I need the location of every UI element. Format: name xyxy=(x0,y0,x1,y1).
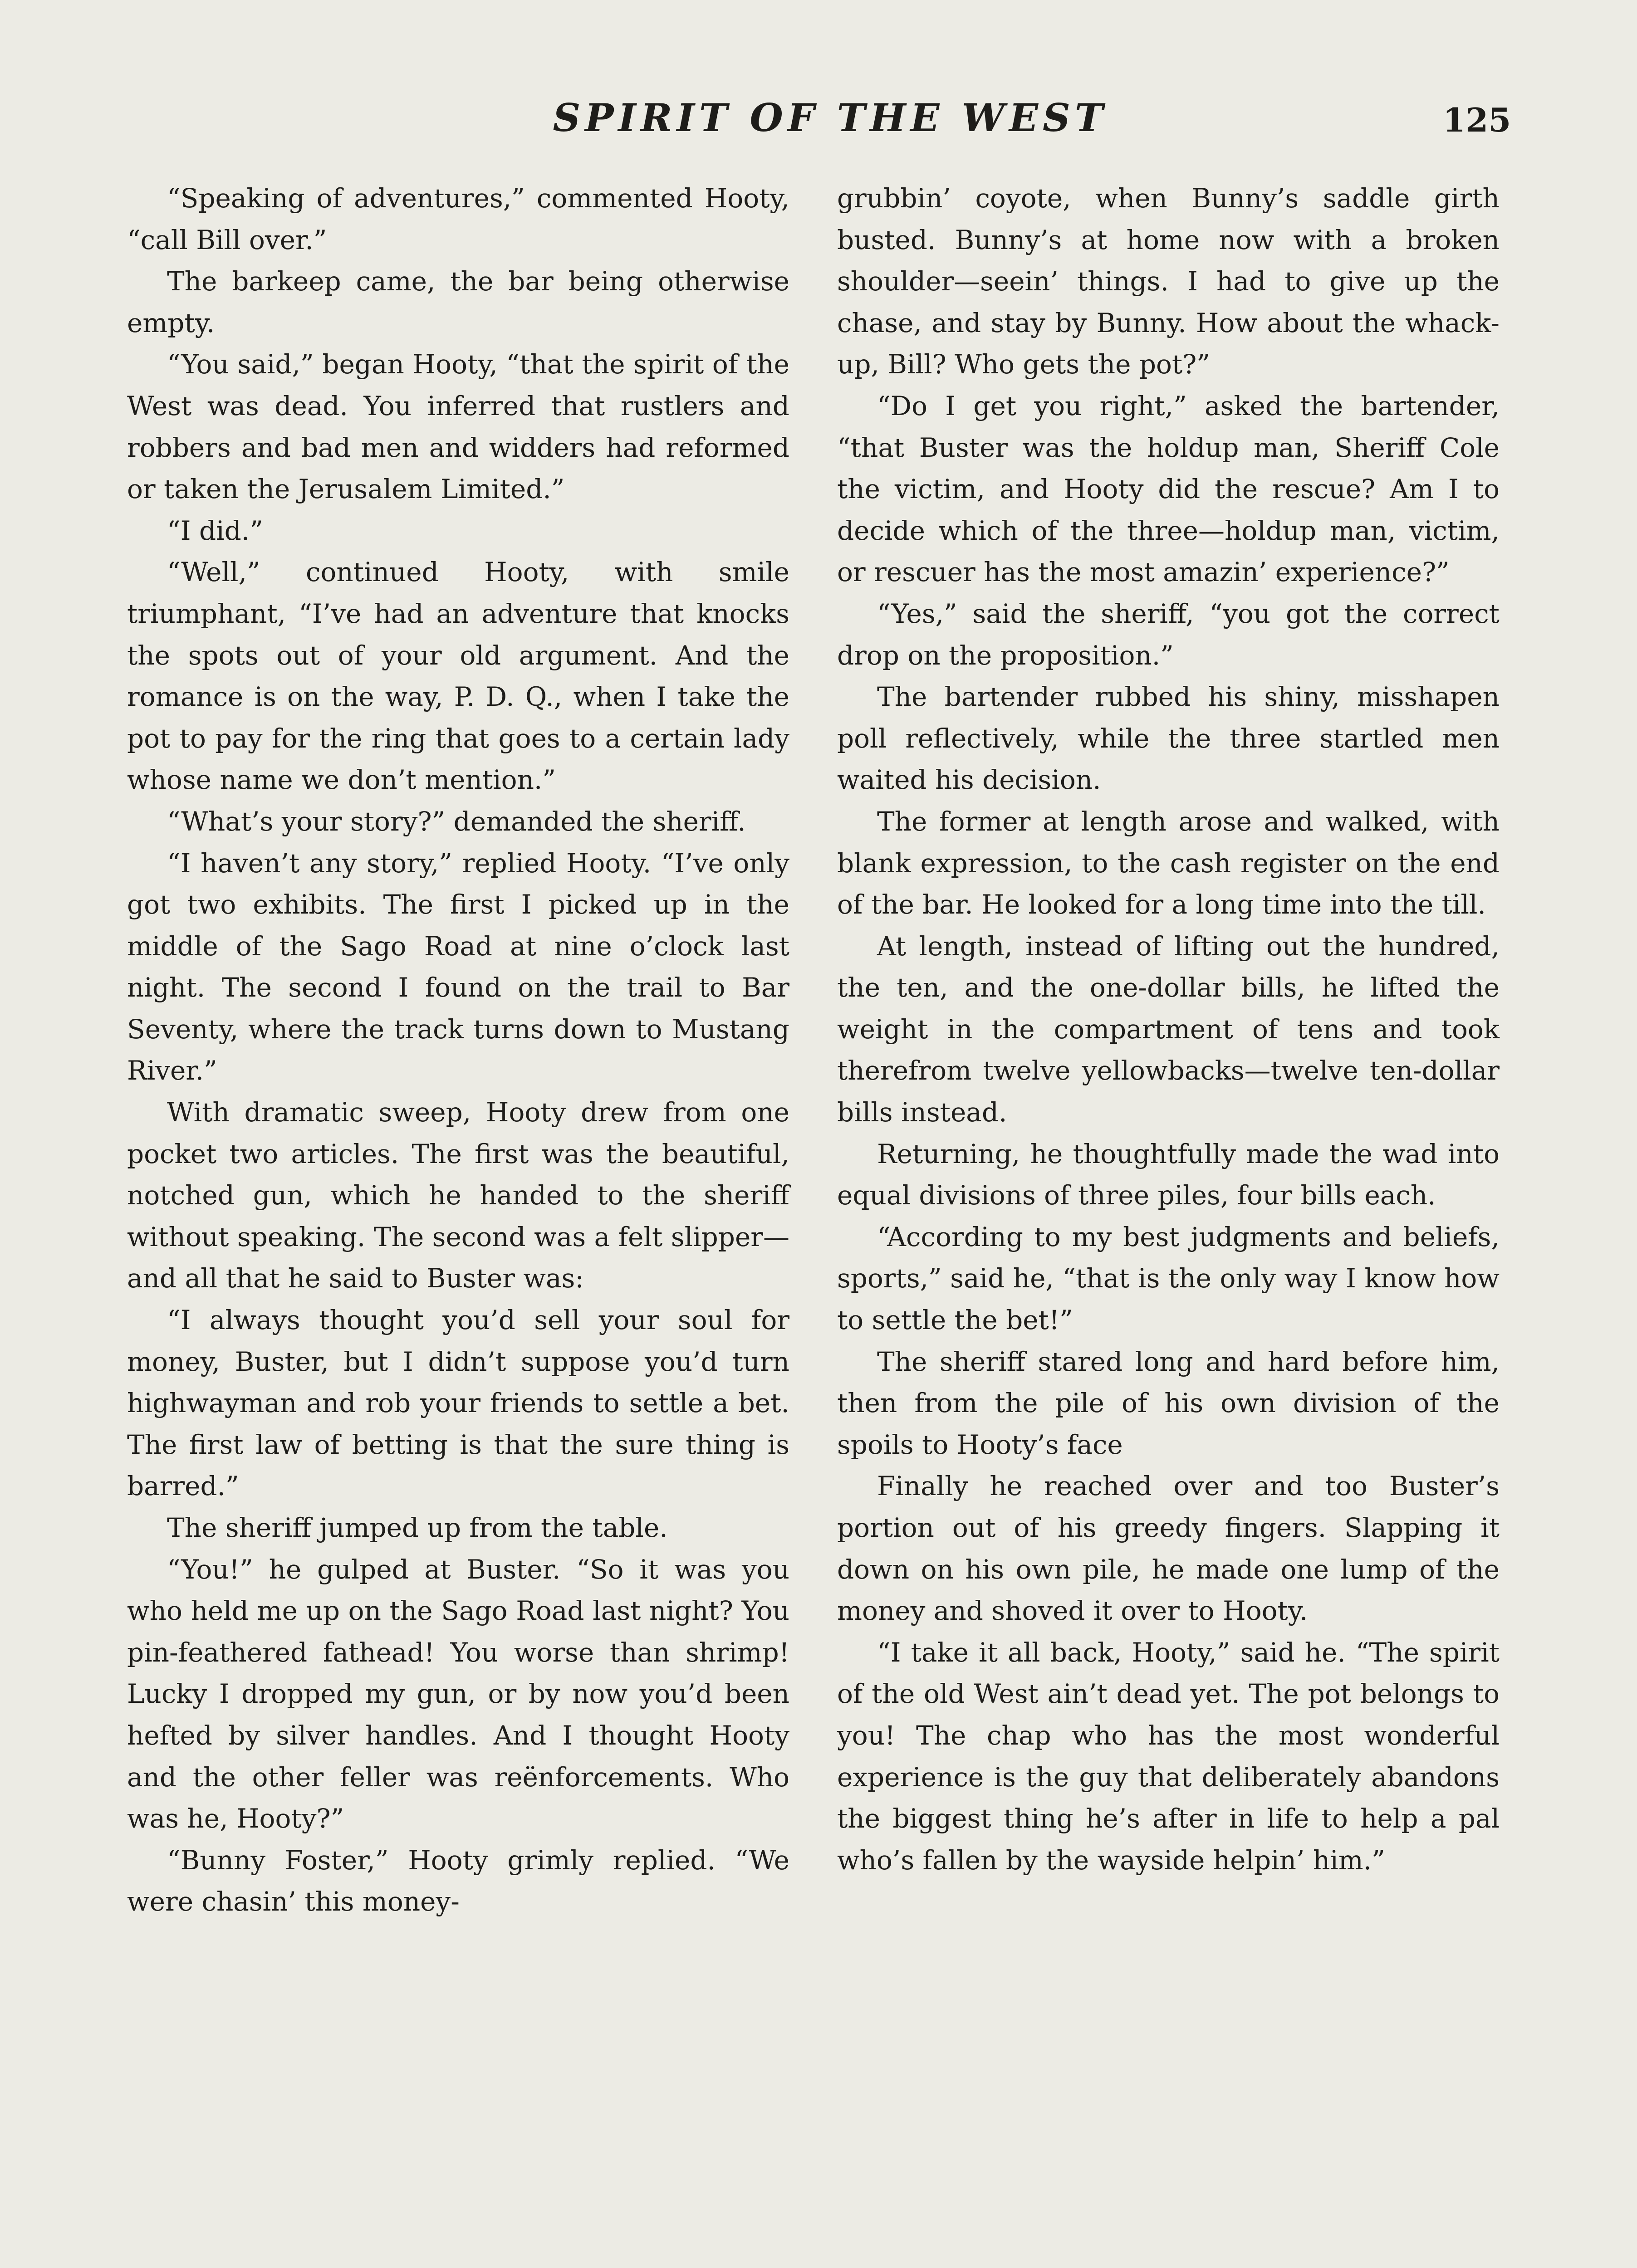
paragraph: The former at length arose and walked, with blank expression, to the cash register on the end of the bar. He looked for a long time into the till. xyxy=(837,806,1500,920)
paragraph: “Yes,” said the sheriff, “you got the correct drop on the proposition.” xyxy=(837,598,1500,671)
paragraph: “Speaking of adventures,” commented Hooty, “call Bill over.” xyxy=(127,183,789,255)
paragraph: The sheriff jumped up from the table. xyxy=(167,1512,668,1543)
paragraph: The sheriff stared long and hard before him, then from the pile of his own division of the spoils to Hooty’s face xyxy=(837,1346,1500,1460)
paragraph: “I take it all back, Hooty,” said he. “The spirit of the old West ain’t dead yet. The pot belongs to you! The chap who has the most wonderful experience is the guy that deliberately abandons the biggest thing he’s after in life to help a pal who’s fallen by the wayside helpin’ him.” xyxy=(837,1637,1500,1876)
paragraph: “I always thought you’d sell your soul for money, Buster, but I didn’t suppose you’d turn highwayman and rob your friends to settle a bet. The first law of betting is that the sure thing is barred.” xyxy=(127,1305,789,1502)
paragraph: “I did.” xyxy=(167,515,263,546)
paragraph: “You said,” began Hooty, “that the spirit of the West was dead. You inferred that rustlers and robbers and bad men and widders had reformed or taken the Jerusalem Limited.” xyxy=(127,349,789,505)
right-text-column xyxy=(837,178,1500,1881)
page-number: 125 xyxy=(1443,101,1511,139)
paragraph: “Well,” continued Hooty, with smile triumphant, “I’ve had an adventure that knocks the spots out of your old argument. And the romance is on the way, P. D. Q., when I take the pot to pay for the ring that goes to a certain lady whose name we don’t mention.” xyxy=(127,557,789,796)
paragraph: “You!” he gulped at Buster. “So it was you who held me up on the Sago Road last night? You pin-feathered fathead! You worse than shrimp! Lucky I dropped my gun, or by now you’d been hefted by silver handles. And I thought Hooty and the other feller was reënforcements. Who was he, Hooty?” xyxy=(127,1554,789,1834)
paragraph: Returning, he thoughtfully made the wad into equal divisions of three piles, four bills each. xyxy=(837,1138,1500,1211)
paragraph: “According to my best judgments and beliefs, sports,” said he, “that is the only way I know how to settle the bet!” xyxy=(837,1221,1500,1336)
paragraph: With dramatic sweep, Hooty drew from one pocket two articles. The first was the beautiful, notched gun, which he handed to the sheriff without speaking. The second was a felt slipper—and all that he said to Buster was: xyxy=(127,1097,789,1294)
paragraph: “I haven’t any story,” replied Hooty. “I’ve only got two exhibits. The first I picked up in the middle of the Sago Road at nine o’clock last night. The second I found on the trail to Bar Seventy, where the track turns down to Mustang River.” xyxy=(127,847,789,1086)
paragraph: At length, instead of lifting out the hundred, the ten, and the one-dollar bills, he lifted the weight in the compartment of tens and took therefrom twelve yellowbacks—twelve ten-dollar bills instead. xyxy=(837,930,1500,1128)
paragraph: “Bunny Foster,” Hooty grimly replied. “We were chasin’ this money- xyxy=(127,1844,789,1917)
paragraph: The bartender rubbed his shiny, misshapen poll reflectively, while the three startled men waited his decision. xyxy=(837,681,1500,796)
paragraph: “What’s your story?” demanded the sheriff. xyxy=(167,806,746,837)
paragraph: The barkeep came, the bar being otherwise empty. xyxy=(127,266,789,338)
paragraph-continued: grubbin’ coyote, when Bunny’s saddle girth busted. Bunny’s at home now with a broken shoulder—seein’ things. I had to give up the chase, and stay by Bunny. How about the whack-up, Bill? Who gets the pot?” xyxy=(837,183,1500,380)
left-text-column xyxy=(127,178,789,1923)
paragraph: “Do I get you right,” asked the bartender, “that Buster was the holdup man, Sheriff Cole the victim, and Hooty did the rescue? Am I to decide which of the three—holdup man, victim, or rescuer has the most amazin’ experience?” xyxy=(837,390,1500,588)
paragraph: Finally he reached over and too Buster’s portion out of his greedy fingers. Slapping it down on his own pile, he made one lump of the money and shoved it over to Hooty. xyxy=(837,1471,1500,1627)
running-title: SPIRIT OF THE WEST xyxy=(553,95,1108,140)
